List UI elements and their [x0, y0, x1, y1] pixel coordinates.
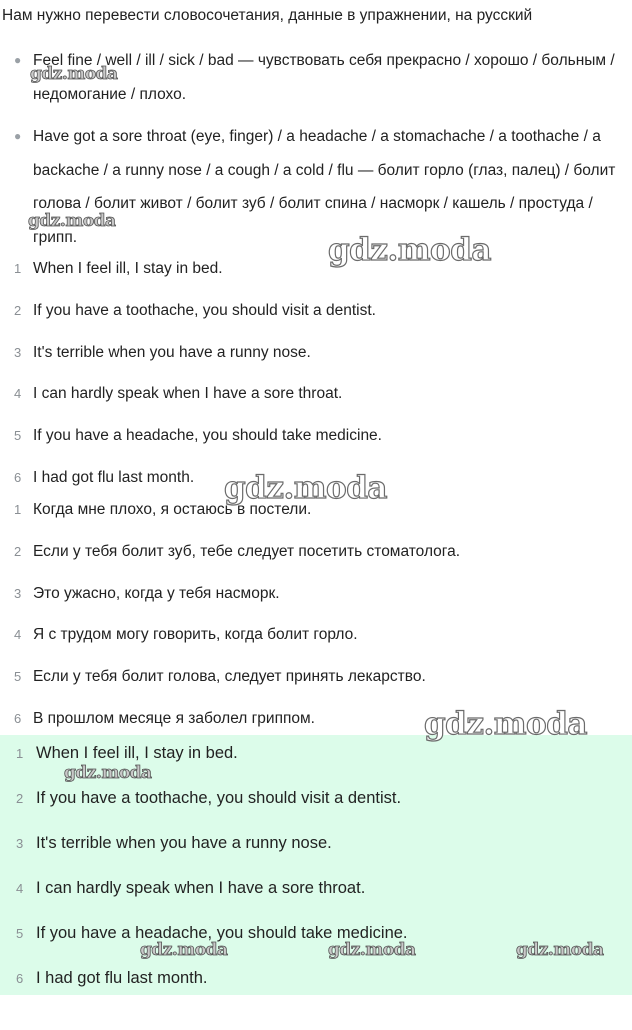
list-text: I had got flu last month.: [33, 469, 195, 486]
list-text: Когда мне плохо, я остаюсь в постели.: [33, 501, 312, 518]
list-text: If you have a headache, you should take medicine.: [33, 427, 382, 444]
list-item: [14, 383, 342, 405]
list-item: [14, 666, 426, 688]
list-number: 3: [16, 836, 24, 851]
watermark: gdz.moda: [516, 940, 604, 960]
list-number: 4: [16, 881, 24, 896]
bullet-dot-icon: ●: [14, 129, 22, 143]
list-item: [14, 467, 194, 489]
list-item: [16, 876, 365, 900]
list-number: 3: [14, 345, 22, 360]
list-number: 1: [14, 261, 22, 276]
list-item: [16, 966, 208, 990]
intro-text: Нам нужно перевести словосочетания, данные в упражнении, на русский: [2, 7, 533, 24]
list-item: [14, 258, 223, 280]
list-number: 5: [14, 669, 22, 684]
list-number: 5: [16, 926, 24, 941]
list-item: [16, 786, 401, 810]
list-number: 2: [14, 544, 22, 559]
list-item: [14, 300, 376, 322]
bullet-text: Feel fine / well / ill / sick / bad — чувствовать себя прекрасно / хорошо / больным / недомогание / плохо.: [33, 52, 615, 103]
list-number: 2: [14, 303, 22, 318]
list-number: 4: [14, 627, 22, 642]
list-text: Я с трудом могу говорить, когда болит горло.: [33, 626, 358, 643]
list-number: 4: [14, 386, 22, 401]
watermark: gdz.moda: [424, 706, 587, 742]
list-item: [14, 541, 460, 563]
watermark: gdz.moda: [64, 763, 152, 783]
list-text: I can hardly speak when I have a sore throat.: [36, 879, 366, 897]
list-number: 1: [16, 746, 24, 761]
list-item: [16, 741, 238, 765]
list-number: 1: [14, 502, 22, 517]
list-text: Если у тебя болит зуб, тебе следует посетить стоматолога.: [33, 543, 461, 560]
list-number: 6: [14, 711, 22, 726]
list-text: I had got flu last month.: [36, 969, 208, 987]
list-number: 5: [14, 428, 22, 443]
list-text: When I feel ill, I stay in bed.: [36, 744, 238, 762]
watermark: gdz.moda: [140, 940, 228, 960]
bullet-text: Have got a sore throat (eye, finger) / a headache / a stomachache / a toothache / a backache / a runny nose / a cough / a cold / flu — болит горло (глаз, палец) / болит голова / болит живот / болит зуб / болит спина / насморк / кашель / простуда / грипп.: [33, 128, 616, 246]
list-item: [16, 831, 332, 855]
watermark: gdz.moda: [28, 211, 116, 231]
list-text: When I feel ill, I stay in bed.: [33, 260, 223, 277]
list-text: If you have a toothache, you should visit a dentist.: [36, 789, 402, 807]
list-text: It's terrible when you have a runny nose.: [33, 344, 311, 361]
watermark: gdz.moda: [30, 64, 118, 84]
list-number: 3: [14, 586, 22, 601]
watermark: gdz.moda: [328, 940, 416, 960]
list-text: Это ужасно, когда у тебя насморк.: [33, 585, 280, 602]
list-number: 6: [14, 470, 22, 485]
watermark: gdz.moda: [328, 232, 491, 268]
list-text: В прошлом месяце я заболел гриппом.: [33, 710, 315, 727]
watermark: gdz.moda: [224, 470, 387, 506]
list-text: If you have a toothache, you should visit a dentist.: [33, 302, 376, 319]
list-item: [14, 624, 358, 646]
list-item: [14, 342, 311, 364]
list-item: [14, 425, 382, 447]
list-text: I can hardly speak when I have a sore throat.: [33, 385, 343, 402]
list-item: [14, 708, 315, 730]
list-text: It's terrible when you have a runny nose.: [36, 834, 332, 852]
list-number: 6: [16, 971, 24, 986]
list-text: Если у тебя болит голова, следует принять лекарство.: [33, 668, 426, 685]
list-item: [14, 583, 280, 605]
list-number: 2: [16, 791, 24, 806]
bullet-dot-icon: ●: [14, 53, 22, 67]
bullet-item: [14, 120, 624, 254]
list-text: If you have a headache, you should take medicine.: [36, 924, 408, 942]
